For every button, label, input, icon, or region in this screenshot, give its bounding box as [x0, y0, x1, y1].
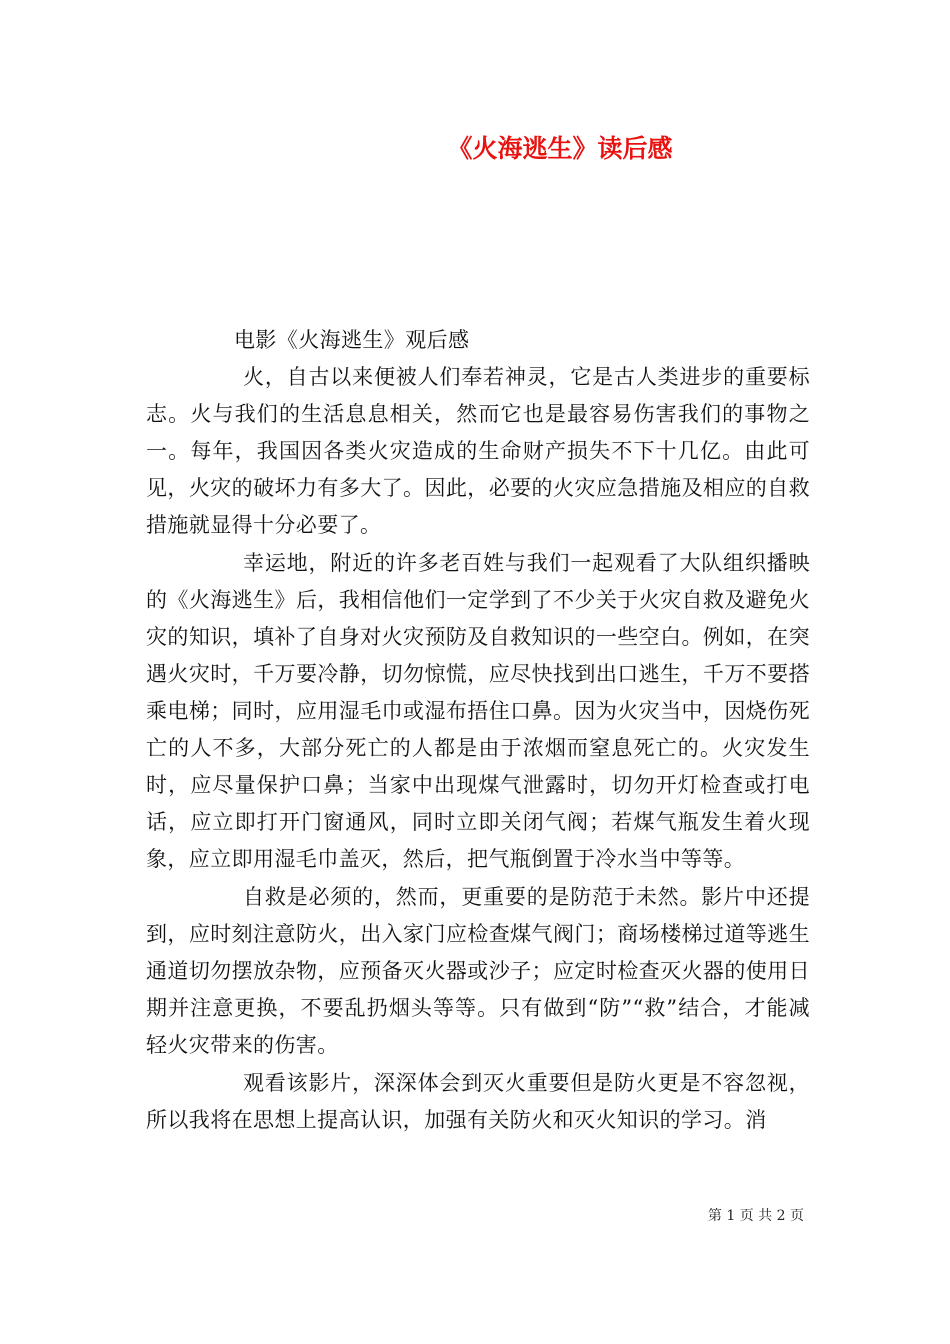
- page-number: 第 1 页 共 2 页: [707, 1208, 804, 1224]
- paragraph: 幸运地，附近的许多老百姓与我们一起观看了大队组织播映的《火海逃生》后，我相信他们一定学到了不少关于火灾自救及避免火灾的知识，填补了自身对火灾预防及自救知识的一些空白。例如，在突遇火灾时，千万要冷静，切勿惊慌，应尽快找到出口逃生，千万不要搭乘电梯；同时，应用湿毛巾或湿布捂住口鼻。因为火灾当中，因烧伤死亡的人不多，大部分死亡的人都是由于浓烟而窒息死亡的。火灾发生时，应尽量保护口鼻；当家中出现煤气泄露时，切勿开灯检查或打电话，应立即打开门窗通风，同时立即关闭气阀；若煤气瓶发生着火现象，应立即用湿毛巾盖灭，然后，把气瓶倒置于冷水当中等等。: [146, 551, 810, 871]
- paragraph: 观看该影片，深深体会到灭火重要但是防火更是不容忽视，所以我将在思想上提高认识，加强有关防火和灭火知识的学习。消: [146, 1071, 810, 1132]
- paragraph: 火，自古以来便被人们奉若神灵，它是古人类进步的重要标志。火与我们的生活息息相关，然而它也是最容易伤害我们的事物之一。每年，我国因各类火灾造成的生命财产损失不下十几亿。由此可见，火灾的破坏力有多大了。因此，必要的火灾应急措施及相应的自救措施就显得十分必要了。: [146, 365, 810, 537]
- document-body: [146, 322, 810, 1140]
- document-title: 《火海逃生》读后感: [447, 134, 673, 163]
- paragraph: 自救是必须的，然而，更重要的是防范于未然。影片中还提到，应时刻注意防火，出入家门应检查煤气阀门；商场楼梯过道等逃生通道切勿摆放杂物，应预备灭火器或沙子；应定时检查灭火器的使用日期并注意更换，不要乱扔烟头等等。只有做到“防”“救”结合，才能减轻火灾带来的伤害。: [146, 885, 810, 1057]
- document-subtitle: 电影《火海逃生》观后感: [234, 328, 470, 352]
